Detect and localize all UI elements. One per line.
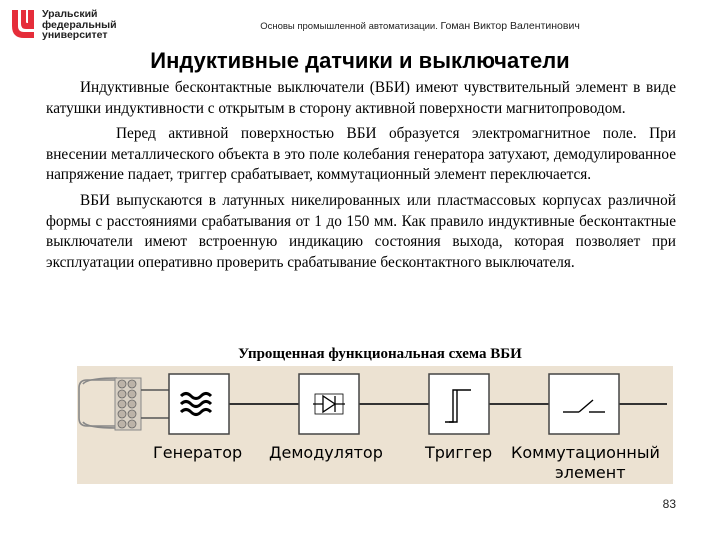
author-name: Гоман Виктор Валентинович — [440, 20, 580, 32]
diagram-caption: Упрощенная функциональная схема ВБИ — [238, 346, 522, 362]
label-switching-element-1: Коммутационный — [511, 443, 660, 462]
block-trigger — [429, 374, 489, 434]
logo-line-3: университет — [42, 29, 108, 41]
block-switching-element — [549, 374, 619, 434]
logo-line-2: федеральный — [42, 18, 117, 31]
university-logo — [10, 8, 120, 42]
block-demodulator — [299, 374, 359, 434]
label-trigger: Триггер — [425, 443, 493, 462]
page-number: 83 — [662, 497, 676, 511]
label-generator: Генератор — [153, 443, 243, 462]
urfu-logo-icon — [10, 8, 36, 40]
block-generator — [169, 374, 229, 434]
logo-text — [42, 9, 117, 41]
paragraph-2: Перед активной поверхностью ВБИ образуется электромагнитное поле. При внесении металлического объекта в это поле колебания генератора затухают, демодулированное напряжение падает, триггер срабатывает, коммутационный элемент переключается. — [46, 125, 676, 184]
label-demodulator: Демодулятор — [269, 443, 383, 462]
slide-body — [46, 78, 676, 278]
functional-diagram — [77, 366, 673, 484]
course-name: Основы промышленной автоматизации. — [260, 21, 438, 32]
label-switching-element-2: элемент — [555, 463, 626, 482]
slide-title: Индуктивные датчики и выключатели — [150, 48, 570, 73]
logo-line-1: Уральский — [42, 8, 98, 20]
slide-header — [160, 20, 680, 32]
paragraph-1: Индуктивные бесконтактные выключатели (ВБИ) имеют чувствительный элемент в виде катушки индуктивности с открытым в сторону активной поверхности магнитопроводом. — [46, 79, 676, 117]
paragraph-3: ВБИ выпускаются в латунных никелированных или пластмассовых корпусах различной формы с расстояниями срабатывания от 1 до 150 мм. Как правило индуктивные бесконтактные выключатели имеют встроенную индикацию состояния выхода, которая позволяет при эксплуатации оперативно проверить срабатывание бесконтактного выключателя. — [46, 191, 676, 271]
